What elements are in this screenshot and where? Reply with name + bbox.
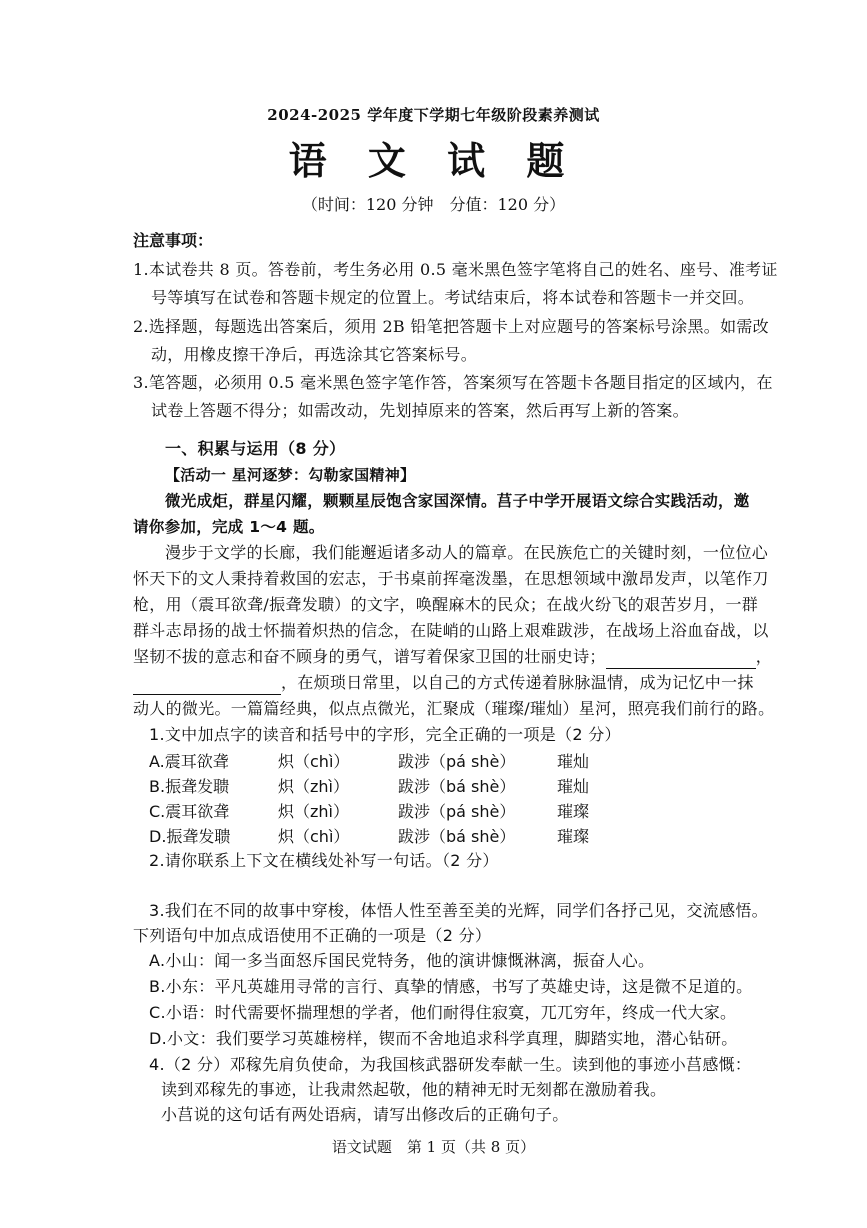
notice-heading: 注意事项： [133,231,214,250]
question-3-stem: 3.我们在不同的故事中穿梭，体悟人性至善至美的光辉，同学们各抒己见，交流感悟。 [149,901,768,920]
answer-blank[interactable] [133,676,281,695]
q1-option-pinyin: 跋涉（pá shè） [398,752,516,771]
passage-line: 群斗志昂扬的战士怀揣着炽热的信念，在陡峭的山路上艰难跋涉，在战场上浴血奋战，以 [133,621,769,640]
notice-line: 3.笔答题，必须用 0.5 毫米黑色签字笔作答，答案须写在答题卡各题目指定的区域内，在 [133,373,773,392]
q3-option: B.小东：平凡英雄用寻常的言行、真挚的情感，书写了英雄史诗，这是微不足道的。 [149,977,753,996]
question-2-stem: 2.请你联系上下文在横线处补写一句话。（2 分） [149,851,499,870]
q1-option-word: 璀璨 [557,827,590,846]
question-3-stem: 下列语句中加点成语使用不正确的一项是（2 分） [133,926,492,945]
q1-option-label: C.震耳欲聋 [149,802,230,821]
intro-line: 微光成炬，群星闪耀，颗颗星辰饱含家国深情。莒子中学开展语文综合实践活动，邀 [165,492,750,510]
passage-line: 漫步于文学的长廊，我们能邂逅诸多动人的篇章。在民族危亡的关键时刻，一位位心 [165,543,769,562]
q3-option: C.小语：时代需要怀揣理想的学者，他们耐得住寂寞，兀兀穷年，终成一代大家。 [149,1003,737,1022]
notice-line: 2.选择题，每题选出答案后，须用 2B 铅笔把答题卡上对应题号的答案标号涂黑。如需改 [133,317,769,336]
q1-option-pinyin: 炽（zhì） [278,777,349,796]
q1-option-pinyin: 炽（chì） [278,752,350,771]
passage-text: ，在烦琐日常里，以自己的方式传递着脉脉温情，成为记忆中一抹 [281,673,754,692]
notice-line: 试卷上答题不得分；如需改动，先划掉原来的答案，然后再写上新的答案。 [151,401,689,420]
q1-option-word: 璀灿 [557,752,590,771]
activity-heading: 【活动一 星河逐梦：勾勒家国精神】 [165,466,416,484]
notice-line: 动，用橡皮擦干净后，再选涂其它答案标号。 [151,345,478,364]
q1-option-pinyin: 跋涉（bá shè） [398,827,516,846]
question-4-task: 小莒说的这句话有两处语病，请写出修改后的正确句子。 [161,1105,569,1124]
q1-option-label: A.震耳欲聋 [149,752,229,771]
passage-line [133,671,754,695]
passage-line: 动人的微光。一篇篇经典，似点点微光，汇聚成（璀璨/璀灿）星河，照亮我们前行的路。 [133,699,775,718]
answer-blank[interactable] [606,650,756,669]
q1-option-word: 璀灿 [557,777,590,796]
passage-text: 坚韧不拔的意志和奋不顾身的勇气，谱写着保家卫国的壮丽史诗； [133,647,606,666]
intro-line: 请你参加，完成 1～4 题。 [133,518,325,536]
exam-time-score: （时间：120 分钟 分值：120 分） [301,195,566,214]
notice-line: 1.本试卷共 8 页。答卷前，考生务必用 0.5 毫米黑色签字笔将自己的姓名、座号、准考证 [133,260,778,279]
section-heading: 一、积累与运用（8 分） [165,439,346,458]
q1-option-pinyin: 跋涉（bá shè） [398,777,516,796]
notice-line: 号等填写在试卷和答题卡规定的位置上。考试结束后，将本试卷和答题卡一并交回。 [151,288,755,307]
q1-option-pinyin: 炽（chì） [278,827,350,846]
exam-subtitle: 2024-2025 学年度下学期七年级阶段素养测试 [267,106,600,124]
passage-line: 坚韧不拔的意志和奋不顾身的勇气，谱写着保家卫国的壮丽史诗； ， [133,645,772,669]
page-footer: 语文试题 第 1 页（共 8 页） [331,1138,536,1156]
q1-option-pinyin: 炽（zhì） [278,802,349,821]
q1-option-label: B.振聋发聩 [149,777,230,796]
question-4-quote: 读到邓稼先的事迹，让我肃然起敬，他的精神无时无刻都在激励着我。 [161,1080,667,1099]
q3-option: A.小山：闻一多当面怒斥国民党特务，他的演讲慷慨淋漓，振奋人心。 [149,951,655,970]
q1-option-label: D.振聋发聩 [149,827,231,846]
q1-option-word: 璀璨 [557,802,590,821]
q3-option: D.小文：我们要学习英雄榜样，锲而不舍地追求科学真理，脚踏实地，潜心钻研。 [149,1029,738,1048]
question-1-stem: 1.文中加点字的读音和括号中的字形，完全正确的一项是（2 分） [149,725,621,744]
q1-option-pinyin: 跋涉（pá shè） [398,802,516,821]
passage-line: 怀天下的文人秉持着救国的宏志，于书桌前挥毫泼墨，在思想领域中激昂发声，以笔作刀 [133,569,769,588]
question-4-stem: 4.（2 分）邓稼先肩负使命，为我国核武器研发奉献一生。读到他的事迹小莒感慨： [149,1055,752,1074]
passage-line: 枪，用（震耳欲聋/振聋发聩）的文字，唤醒麻木的民众；在战火纷飞的艰苦岁月，一群 [133,595,759,614]
exam-title: 语 文 试 题 [288,138,579,183]
